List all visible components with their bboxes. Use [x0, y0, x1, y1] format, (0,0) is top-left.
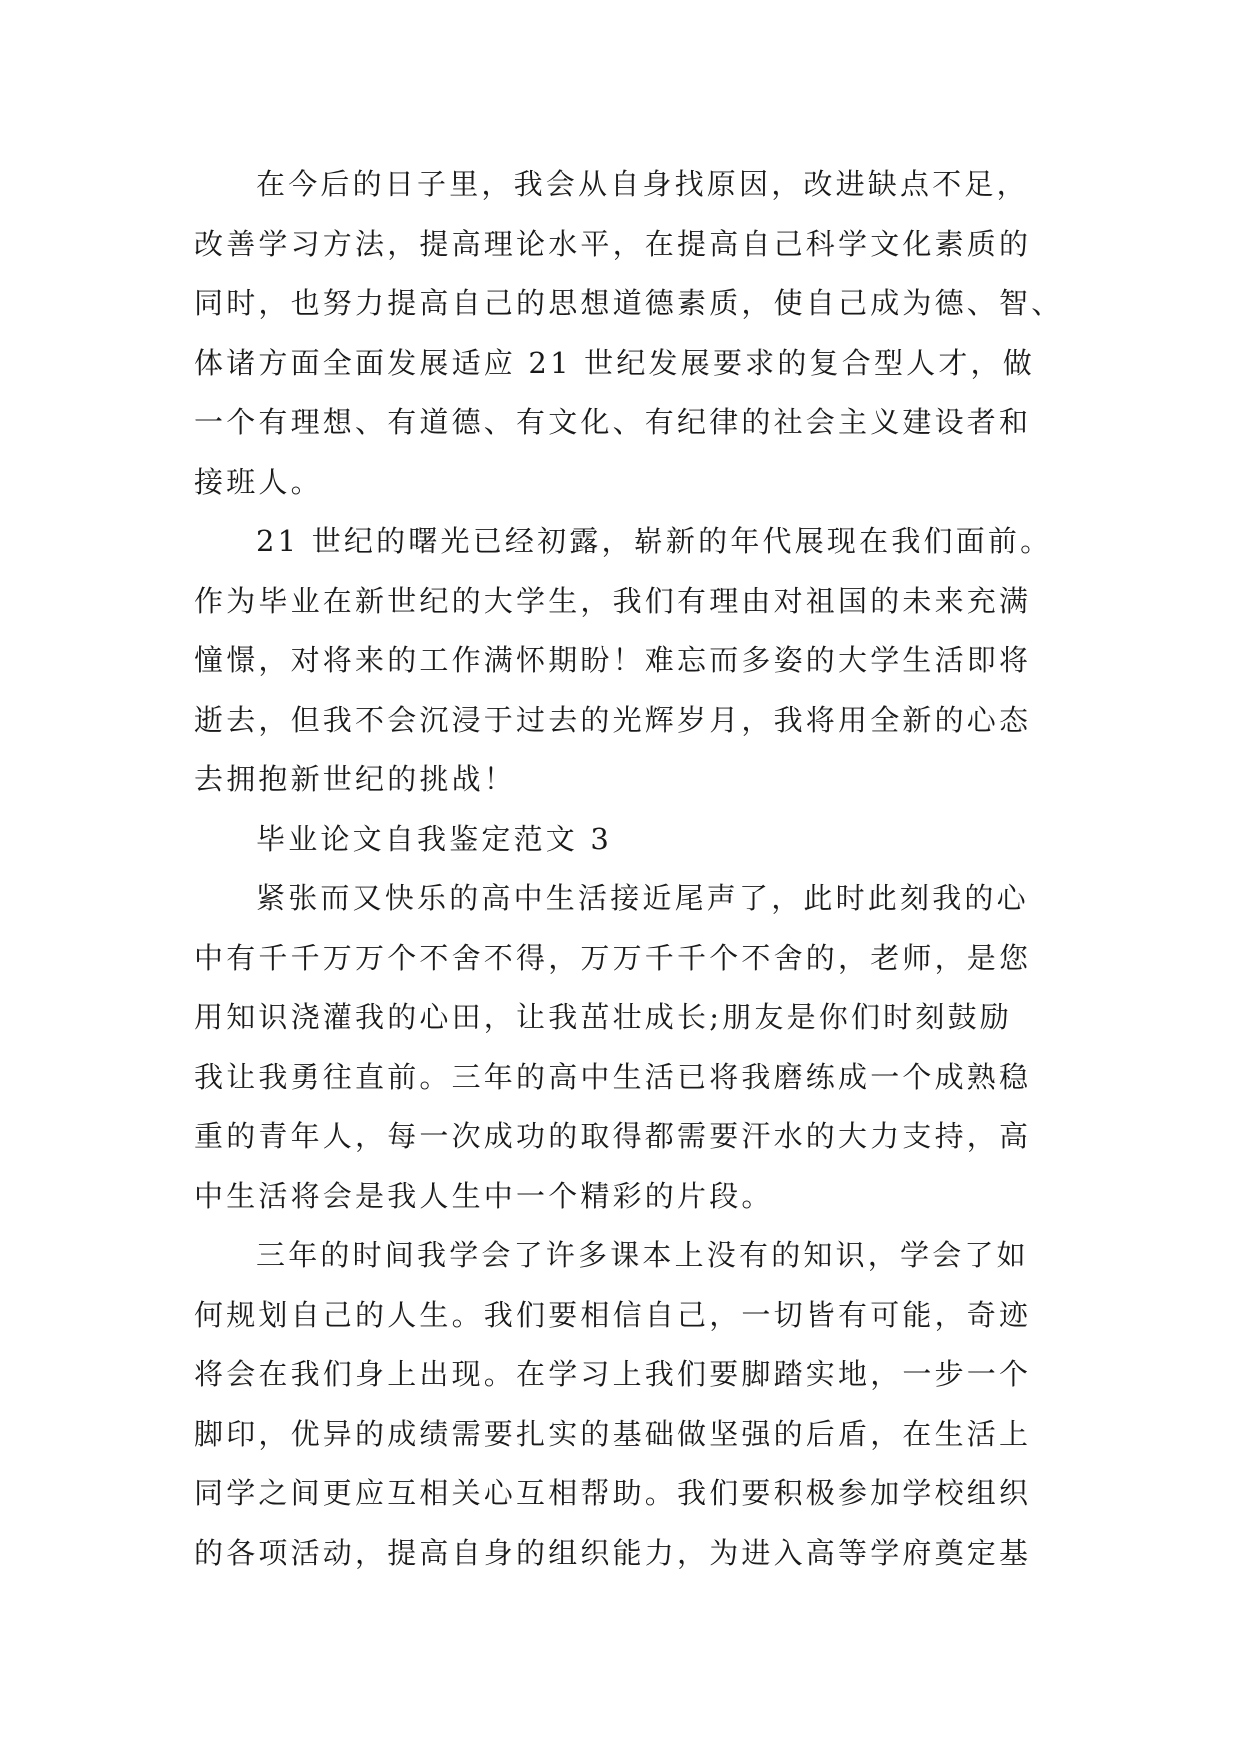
- paragraph: [194, 1226, 1064, 1583]
- paragraph-line: 我让我勇往直前。三年的高中生活已将我磨练成一个成熟稳: [194, 1059, 1032, 1094]
- paragraph: [194, 869, 1064, 1226]
- paragraph-line: 接班人。: [194, 464, 323, 499]
- paragraph-line: 作为毕业在新世纪的大学生，我们有理由对祖国的未来充满: [194, 583, 1032, 618]
- paragraph-line: 中生活将会是我人生中一个精彩的片段。: [194, 1178, 774, 1213]
- section-heading: 毕业论文自我鉴定范文 3: [256, 821, 613, 856]
- paragraph-line: 一个有理想、有道德、有文化、有纪律的社会主义建设者和: [194, 405, 1032, 439]
- paragraph-line: 逝去，但我不会沉浸于过去的光辉岁月，我将用全新的心态: [194, 702, 1032, 737]
- paragraph-line: 紧张而又快乐的高中生活接近尾声了，此时此刻我的心: [256, 881, 1029, 915]
- paragraph-line: 何规划自己的人生。我们要相信自己，一切皆有可能，奇迹: [194, 1297, 1032, 1332]
- paragraph: [194, 512, 1064, 810]
- paragraph-line: 同学之间更应互相关心互相帮助。我们要积极参加学校组织: [194, 1476, 1032, 1510]
- paragraph-line: 的各项活动，提高自身的组织能力，为进入高等学府奠定基: [194, 1535, 1032, 1570]
- paragraph-line: 改善学习方法，提高理论水平，在提高自己科学文化素质的: [194, 226, 1032, 261]
- paragraph-line: 同时，也努力提高自己的思想道德素质，使自己成为德、智、: [194, 286, 1064, 320]
- paragraph-line: 脚印，优异的成绩需要扎实的基础做坚强的后盾，在生活上: [194, 1416, 1032, 1451]
- document-body: [194, 155, 1064, 1583]
- paragraph-line: 体诸方面全面发展适应 21 世纪发展要求的复合型人才，做: [194, 345, 1035, 380]
- paragraph-line: 将会在我们身上出现。在学习上我们要脚踏实地，一步一个: [194, 1357, 1032, 1391]
- section-heading-block: [194, 810, 1064, 870]
- paragraph-line: 21 世纪的曙光已经初露，崭新的年代展现在我们面前。: [256, 524, 1053, 558]
- paragraph: [194, 155, 1064, 512]
- paragraph-line: 憧憬，对将来的工作满怀期盼！难忘而多姿的大学生活即将: [194, 643, 1032, 677]
- paragraph-line: 用知识浇灌我的心田，让我茁壮成长;朋友是你们时刻鼓励: [194, 1000, 1012, 1034]
- paragraph-line: 中有千千万万个不舍不得，万万千千个不舍的，老师，是您: [194, 940, 1032, 975]
- paragraph-line: 在今后的日子里，我会从自身找原因，改进缺点不足，: [256, 167, 1029, 201]
- paragraph-line: 三年的时间我学会了许多课本上没有的知识，学会了如: [256, 1238, 1029, 1272]
- paragraph-line: 重的青年人，每一次成功的取得都需要汗水的大力支持，高: [194, 1119, 1032, 1153]
- paragraph-line: 去拥抱新世纪的挑战！: [194, 762, 517, 796]
